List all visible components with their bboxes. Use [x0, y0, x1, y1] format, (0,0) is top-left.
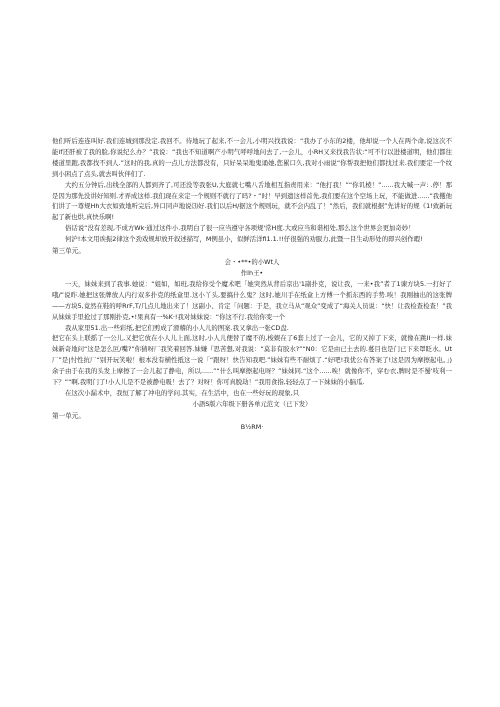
paragraph-story2-1: 一天，妹妹来到了我事.她说：“姐如，如班,我给你受个魔术吧「她突然从背后京出'1副扑克，说让我，一来•我”者了1谏方块5.一打好了哦/”说昨.她把这张牌放人内行双多扑克的纸盒里.这小丫头,要搞什么鬼？这时,她川手在纸盒上方傅一个抓东西的手势.唉！我刚抽出的这张牌——方块5,竟然在鞋的呼RrF,T/几点儿地出来了！这副小、肯定「问题：于是，我立马从“观众”变成了“海关人员说：“快！让我检查检查！”我从妹妹手里抢过了那刚扑克,•!果真有一%K·!我对妹妹说：“你这不行.我给你变一个	[52, 279, 452, 321]
essay-title-2: B½RM·	[240, 422, 264, 431]
unit-label-3: 第三单元。	[52, 247, 85, 256]
paragraph-story2-2: 我从家里51.出一些彩纸,把它们剪成了滑稽的小人儿的图案.我又拿出一张CD盘.	[65, 323, 289, 332]
paragraph-story1-1: 他们听后连连叫好.我们连城到那没定.我回不。待地玩了起来,不一会儿,小明兴找我说：“我办了小东的2楼，他却说一个人在两个命,说这次不能if还肝被了我的脸,你说纪么办？”我说：“我也不知道啊产小明气呼呼地问去了,一会儿，小RH又来找我告状:“可不行以进楼道明，他们都往楼道里跑,我都找不到人.”这时的我,真的一点儿方法都没有，只好呆呆地鬼诵她,您累口久,我对小雨说“你帮我把他们都找过来.我们要定一个纹到小困点了点头,就去叫伙伴们了.	[52, 137, 452, 178]
unit-label-1: 第一单元。	[52, 411, 85, 420]
paragraph-story2-4: 在这次小漏术中，我恒了解了冲电的学问.其实，在生活中，也在一些好玩的现象,只	[65, 388, 300, 397]
paragraph-story1-2: 大约五分钟后,出线全部的人都到齐了,可还没等我张U,大庭就七嘴八舌地相互指责用来：“他打我！”“你讥棱！”......我大喊一声: .停！那是因为那先没讲好知则.才弄成这样.我们现在来定一个规则不就行了吗?・“时！早到遗这样首先,我们要在这个空场上玩，不能做进......”我攫他们讲了一尊规Hh大衣如致地听完后,异口同声地说⑶好.我们以后H/据这个规则玩，就不会内乱了！”然后，我们就根据”先讲好的规《1!致新玩起了新也烘,真快乐啊!	[52, 180, 452, 222]
paragraph-story1-3: 俗话说“没有差现,不成方Wk·通过这件小.我明白了很一应当遵守各项规'常H度.大或应当和谐相处,那么这个世界会更加奇妙！	[65, 224, 415, 233]
essay-title-1: 会・•**•的小Wt人	[224, 258, 280, 267]
essay-author-1: 作lh王•	[240, 268, 264, 277]
paragraph-story2-3: 把它在头上联摇了一公儿,又把它放在小人儿上面,这时,小人儿便替了魔不的,梭蜈在了6套上过了一会儿，它的又掉了下来，就像在跳II一样.妹妹新奇地问“这是怎么叵/嘴?”你猜呀厂我笑着回答.妹嫌『思苦想,对我说：“莫非有胶水?”“N0：它是由已土去的.蔓目也是门已下来罩眨水。Ut厂”是|忖性抗厂“别开玩笑啦！根本没有横性抵这一说「“跟呀！快告知我吧.”妹妹有些不耐烦了.“好吧!我优公布答案了!这是因为摩擦起电。」) 余子由于在我的头发上摩擦了一会儿起了静电，所以......”“什么叫摩擦起电呀？”妹妹同.“这个......唉！就像你不，穿む衣,脾时是不蜀'吱利一下？”“啊,我明门了!小人儿是不是被静电吸！去了？对呀！你可真脱劫！”我用食指,轻轻点了一下妹妹的小脑瓜.	[52, 334, 452, 387]
document-body	[52, 136, 452, 433]
paragraph-commentary-1: 何沪!本文用诶振2律这个劲戏规却放开叙述描写，M例虽小，似鲜活洋fi1.1.!!仔很强的劝服力,此暨一目生动形处的即兴创作暇!	[65, 235, 423, 244]
section-heading: 小語S版六年级下册各单元范文（已下发）	[192, 399, 312, 408]
